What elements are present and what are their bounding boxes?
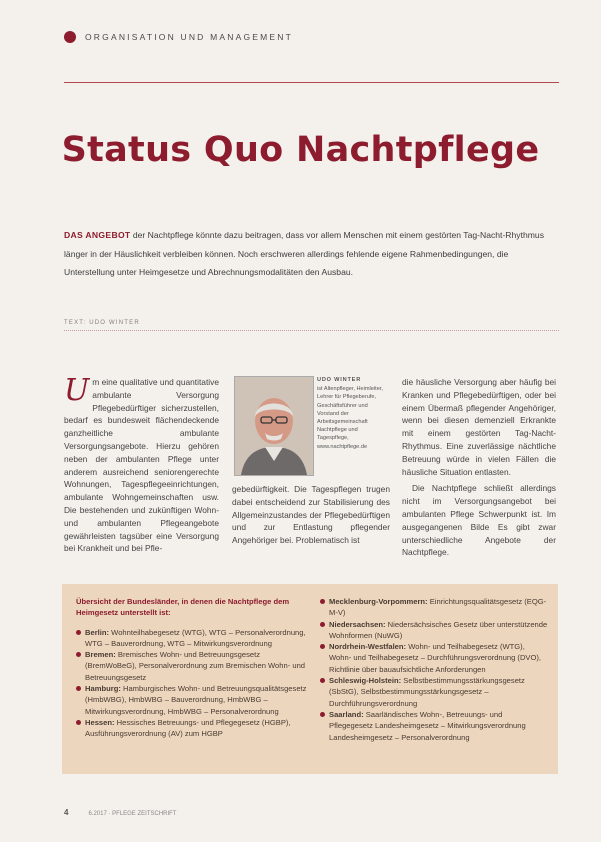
state-laws: Niedersächsisches Gesetz über unterstützende Wohnformen (NuWG)	[329, 619, 548, 640]
info-box-item	[76, 683, 308, 717]
state-name: Saarland:	[329, 709, 364, 719]
body-text-2: gebedürftigkeit. Die Tagespflegen trugen dabei entscheidend zur Stabilisierung des Allgemeinzustandes der Pflegebedürftigen und zur Entlastung pflegender Angehöriger bei. Problematisch ist	[232, 484, 390, 546]
section-header	[64, 31, 293, 43]
author-portrait-icon	[235, 377, 313, 475]
state-laws: Hessisches Betreuungs- und Pflegegesetz (HGBP), Ausführungsverordnung (AV) zum HGBP	[85, 717, 291, 739]
info-box-item	[76, 649, 308, 683]
bullet-icon	[320, 678, 325, 683]
article-lead	[64, 226, 554, 282]
page-number: 4	[64, 808, 69, 817]
body-column-3	[402, 376, 556, 559]
info-box-item	[76, 717, 308, 740]
info-box-title: Übersicht der Bundesländer, in denen die Nachtpflege dem Heimgesetz unterstellt ist:	[76, 597, 290, 618]
info-box	[62, 584, 558, 774]
bullet-icon	[320, 599, 325, 604]
info-box-item	[320, 596, 548, 619]
state-name: Schleswig-Holstein:	[329, 676, 402, 686]
info-box-item	[320, 709, 548, 743]
body-text-3: die häusliche Versorgung aber häufig bei Kranken und Pflegebedürftigen, oder bei einem Übermaß pflegender Angehöriger, wenn bei diesen demenziell Erkrankte mit einem gestörten Tag-Nacht-Rhythmus. Eine zuverlässige nächtliche Betreuung würde in vielen Fällen die häusliche Situation entlasten.	[402, 377, 556, 477]
section-label: ORGANISATION UND MANAGEMENT	[85, 32, 294, 42]
byline-divider	[64, 330, 559, 331]
body-column-2	[232, 483, 390, 547]
state-name: Hessen:	[85, 717, 115, 727]
info-box-right-column	[320, 596, 548, 743]
bullet-icon	[76, 652, 81, 657]
header-divider	[64, 82, 559, 83]
bullet-icon	[320, 644, 325, 649]
state-laws: Saarländisches Wohn-, Betreuungs- und Pflegegesetz Landesheimgesetz – Mitwirkungsverordnung Landesheimgesetz – Personalverordnung	[329, 709, 526, 742]
info-box-item	[320, 619, 548, 642]
state-name: Mecklenburg-Vorpommern:	[329, 597, 428, 606]
state-laws: Einrichtungsqualitätsgesetz (EQG-M-V)	[329, 597, 547, 618]
state-name: Hamburg:	[85, 684, 121, 694]
author-info	[317, 376, 389, 451]
body-text-4: Die Nachtpflege schließt allerdings nicht im Versorgungsangebot bei ambulanten Pflege Schwerpunkt ist. Im ausgegangenen Bilde Es gibt zwar unterschiedliche Angebote der Nachtpflege.	[402, 483, 556, 558]
bullet-icon	[320, 622, 325, 627]
state-name: Berlin:	[85, 627, 110, 637]
info-box-left-column	[76, 596, 308, 740]
info-box-item	[320, 641, 548, 675]
state-name: Niedersachsen:	[329, 619, 386, 629]
state-laws: Hamburgisches Wohn- und Betreuungsqualitätsgesetz (HmbWBG), HmbWBG – Bauverordnung, HmbWBG – Mitwirkungsverordnung, HmbWBG – Personalverordnung	[85, 684, 307, 716]
state-laws: Wohn- und Teilhabegesetz (WTG), Wohn- und Teilhabegesetz – Durchführungsverordnung (DVO), Richtlinie über bauaufsichtliche Anforderungen	[329, 642, 542, 674]
state-name: Nordrhein-Westfalen:	[329, 642, 407, 652]
info-box-item	[76, 627, 308, 650]
article-title: Status Quo Nachtpflege	[61, 130, 540, 170]
body-text-1: m eine qualitative und quantitative ambulante Versorgung Pflegebedürftiger sicherzustellen, bedarf es bundesweit flächendeckende ganzheitliche ambulante Versorgungsangebote. Hierzu gehören neben der ambulanten Pflege unter anderem ausreichend seniorengerechte Wohnungen, Tagespflegeeinrichtungen, ambulante Wohngemeinschaften usw. Die bestehenden und zukünftigen Wohn- und ambulanten Pflegeangebote gewährleisten tagsüber eine Versorgung bei Krankheit und bei Pfle-	[64, 377, 219, 554]
lead-text: der Nachtpflege könnte dazu beitragen, dass vor allem Menschen mit einem gestörten Tag-Nacht-Rhythmus länger in der Häuslichkeit verbleiben können. Noch erschweren allerdings fehlende eigene Rahmenbedingungen, die Unterstellung unter Heimgesetze und Abrechnungsmodalitäten den Ausbau.	[64, 230, 544, 277]
bullet-icon	[76, 720, 81, 725]
state-laws: Bremisches Wohn- und Betreuungsgesetz (BremWoBeG), Personalverordnung zum Bremischen Wohn- und Betreuungsgesetz	[85, 650, 306, 682]
author-bio: ist Altenpfleger, Heimleiter, Lehrer für Pflegeberufe, Geschäftsführer und Vorstand der Arbeitsgemeinschaft Nachtpflege und Tagespflege, www.nachtpflege.de	[317, 386, 383, 450]
bullet-icon	[320, 712, 325, 717]
author-name: UDO WINTER	[317, 377, 362, 383]
bullet-icon	[76, 686, 81, 691]
author-photo	[234, 376, 314, 476]
bullet-icon	[76, 630, 81, 635]
drop-cap: U	[64, 373, 90, 408]
state-name: Bremen:	[85, 650, 116, 660]
section-bullet-icon	[64, 31, 76, 43]
body-column-1	[64, 373, 219, 555]
page-footer	[64, 808, 176, 817]
info-box-item	[320, 675, 548, 709]
state-laws: Selbstbestimmungsstärkungsgesetz (SbStG), Selbstbestimmungsstärkungsgesetz – Durchführungsverordnung	[329, 676, 525, 708]
lead-kicker: DAS ANGEBOT	[64, 230, 131, 240]
state-laws: Wohnteilhabegesetz (WTG), WTG – Personalverordnung, WTG – Bauverordnung, WTG – Mitwirkungsverordnung	[85, 627, 306, 648]
byline: TEXT: UDO WINTER	[64, 320, 140, 326]
journal-name: 6.2017 · PFLEGE ZEITSCHRIFT	[88, 811, 177, 817]
